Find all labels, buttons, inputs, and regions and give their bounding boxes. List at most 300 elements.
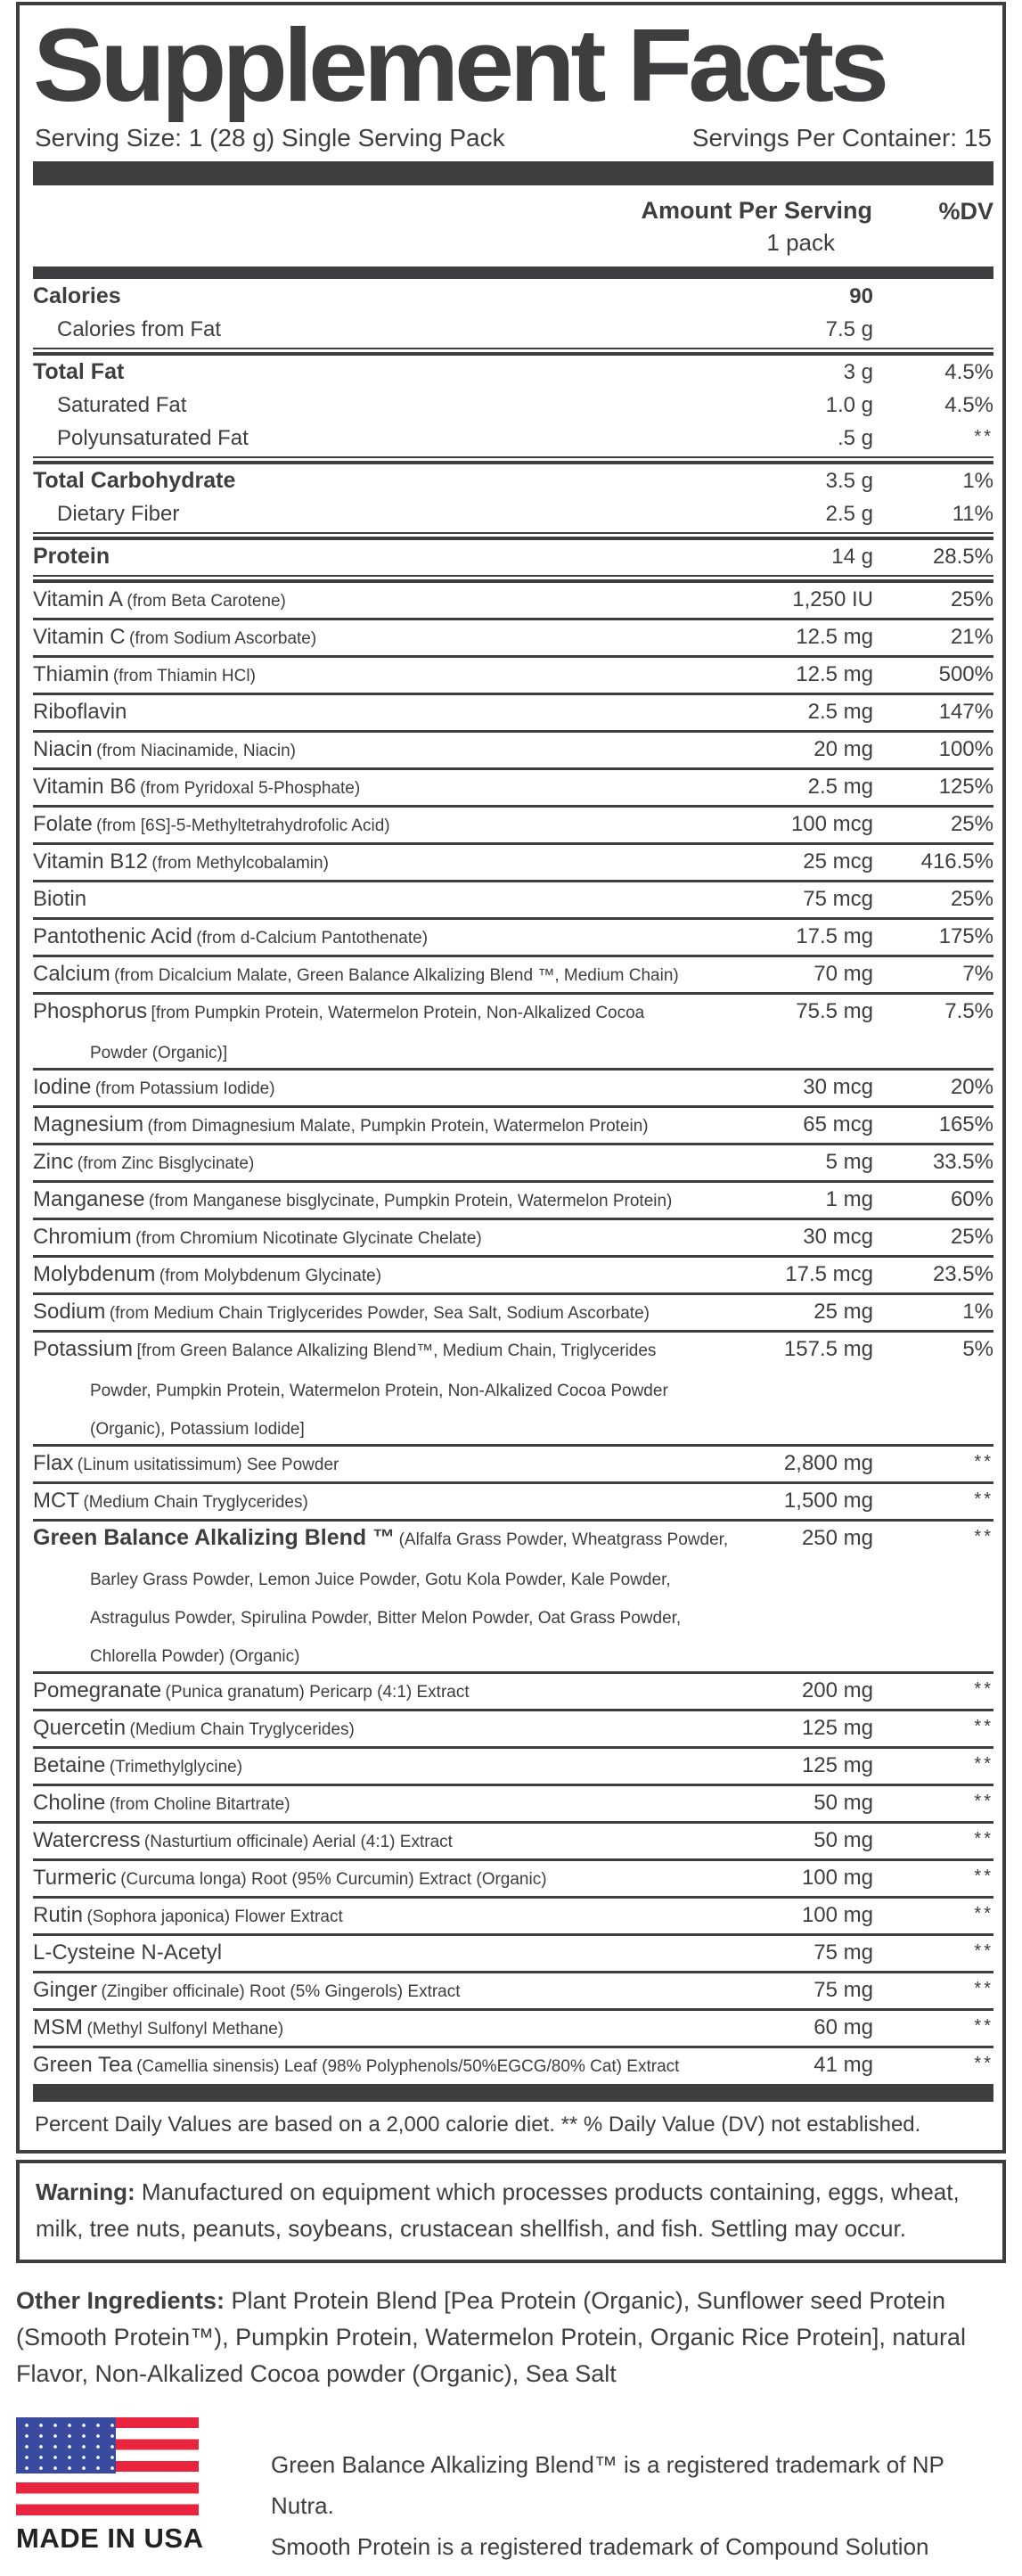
nutrient-dv: 25%: [950, 1225, 993, 1249]
nutrient-row: [33, 498, 993, 531]
nutrient-name: Pomegranate: [33, 1678, 162, 1702]
supplement-facts-panel: [16, 2, 1006, 2154]
servings-per-container: Servings Per Container: 15: [691, 123, 992, 152]
nutrient-row: [33, 1448, 993, 1481]
nutrient-note-continued: Chlorella Powder) (Organic): [90, 1647, 300, 1666]
separator-rule: [33, 1143, 993, 1145]
nutrient-amount: 1,250 IU: [792, 587, 873, 611]
divider-bar-top: [33, 161, 993, 185]
nutrient-row: [33, 771, 993, 804]
nutrient-name-cell: [33, 316, 740, 345]
nutrient-dv: **: [974, 1941, 993, 1961]
nutrient-name-cell: [33, 1299, 740, 1327]
nutrient-name: Vitamin C: [33, 625, 126, 649]
nutrient-row: [33, 541, 993, 574]
separator-rule: [33, 456, 993, 464]
nutrient-dv: 416.5%: [920, 849, 993, 874]
nutrient-source-note: (from d-Calcium Pantothenate): [196, 929, 429, 948]
nutrient-row: [33, 734, 993, 767]
nutrient-source-note: (Sophora japonica) Flower Extract: [86, 1907, 343, 1926]
nutrient-name-cell: [33, 1752, 740, 1781]
nutrient-name-cell: [33, 544, 740, 572]
nutrient-name-cell: [33, 1977, 740, 2006]
nutrient-name-cell: [33, 1074, 740, 1103]
nutrient-row: [33, 1974, 993, 2007]
nutrient-source-note: (from Molybdenum Glycinate): [159, 1267, 382, 1285]
nutrient-name-cell: [33, 1715, 740, 1743]
nutrient-dv: **: [974, 1979, 993, 1998]
nutrient-amount: 75 mg: [814, 1978, 873, 2002]
nutrient-name: L-Cysteine N-Acetyl: [33, 1940, 223, 1965]
nutrient-row: [33, 1485, 993, 1518]
nutrient-source-note: (Alfalfa Grass Powder, Wheatgrass Powder,: [398, 1530, 729, 1549]
nutrient-amount: 1 mg: [825, 1187, 873, 1211]
nutrient-row: [33, 1146, 993, 1179]
nutrient-row: [33, 1221, 993, 1254]
separator-rule: [33, 917, 993, 920]
nutrient-dv: 100%: [938, 737, 993, 761]
nutrient-note-continued: Astragulus Powder, Spirulina Powder, Bitter Melon Powder, Oat Grass Powder,: [90, 1609, 682, 1628]
nutrient-amount: 2.5 g: [825, 502, 873, 526]
nutrient-name: Potassium: [33, 1337, 134, 1361]
nutrient-name-cell: [33, 736, 740, 765]
nutrient-amount: 25 mg: [814, 1300, 873, 1324]
flag-canton-stars: [16, 2417, 116, 2473]
nutrient-source-note: (from Potassium Iodide): [94, 1079, 275, 1098]
nutrient-source-note: (Linum usitatissimum) See Powder: [77, 1456, 339, 1474]
nutrient-name: Saturated Fat: [57, 393, 187, 417]
nutrient-row: [33, 1184, 993, 1217]
nutrient-amount: 3.5 g: [825, 469, 873, 493]
other-ingredients-label: Other Ingredients:: [16, 2287, 225, 2314]
nutrient-dv: **: [974, 1754, 993, 1774]
nutrient-name-cell: [33, 886, 740, 915]
nutrient-row: [33, 1109, 993, 1142]
separator-rule: [33, 880, 993, 882]
nutrient-dv: 5%: [962, 1337, 993, 1361]
nutrient-name: Choline: [33, 1791, 106, 1815]
nutrient-name: Betaine: [33, 1753, 106, 1777]
nutrient-name-cell: [33, 1525, 740, 1669]
nutrient-row: [33, 846, 993, 879]
nutrient-amount: 65 mcg: [803, 1112, 873, 1136]
nutrient-dv: 21%: [950, 625, 993, 649]
nutrient-dv: **: [974, 1679, 993, 1699]
nutrient-amount: 25 mcg: [803, 849, 873, 874]
nutrient-name-cell: [33, 1450, 740, 1479]
nutrient-name-cell: [33, 2052, 740, 2080]
made-in-usa-block: [16, 2417, 221, 2555]
trademark-line: Smooth Protein is a registered trademark of Compound Solution: [271, 2533, 929, 2560]
separator-rule: [33, 1068, 993, 1071]
nutrient-row: [33, 465, 993, 498]
nutrient-amount: 7.5 g: [825, 317, 873, 341]
nutrient-source-note: (Punica granatum) Pericarp (4:1) Extract: [165, 1683, 470, 1702]
nutrient-row: [33, 1787, 993, 1820]
separator-rule: [33, 1218, 993, 1220]
nutrient-name-cell: [33, 998, 740, 1065]
nutrient-name: Sodium: [33, 1300, 106, 1324]
nutrient-amount: 90: [849, 284, 873, 308]
warning-text: Manufactured on equipment which processes products containing, eggs, wheat, milk, tree nuts, peanuts, soybeans, crustacean shellfish, and fish. Settling may occur.: [36, 2178, 960, 2242]
nutrient-row: [33, 808, 993, 841]
nutrient-amount: 30 mcg: [803, 1075, 873, 1099]
separator-rule: [33, 1330, 993, 1333]
footer-area: [16, 2417, 1006, 2576]
nutrient-row: [33, 390, 993, 422]
nutrient-dv: 33.5%: [932, 1150, 993, 1174]
separator-rule: [33, 1746, 993, 1749]
nutrient-name: Thiamin: [33, 662, 110, 686]
pack-size-label: 1 pack: [766, 229, 835, 257]
nutrient-amount: 12.5 mg: [796, 625, 873, 649]
nutrient-amount: 157.5 mg: [783, 1337, 873, 1361]
nutrient-name: Watercress: [33, 1828, 141, 1852]
nutrient-row: [33, 1296, 993, 1329]
nutrient-source-note: (from Zinc Bisglycinate): [77, 1154, 255, 1173]
nutrient-source-note: (from Chromium Nicotinate Glycinate Chelate): [135, 1229, 482, 1248]
nutrient-dv: **: [974, 427, 993, 447]
nutrient-dv: 125%: [938, 775, 993, 799]
nutrient-source-note: (Camellia sinensis) Leaf (98% Polyphenols/50%EGCG/80% Cat) Extract: [136, 2057, 680, 2076]
nutrient-source-note: (Medium Chain Tryglycerides): [129, 1720, 355, 1739]
nutrient-dv: 25%: [950, 587, 993, 611]
nutrient-dv: 7%: [962, 962, 993, 986]
nutrient-name-cell: [33, 425, 740, 454]
nutrient-source-note: (from Pyridoxal 5-Phosphate): [140, 779, 361, 798]
nutrient-name-cell: [33, 1112, 740, 1140]
nutrient-row: [33, 696, 993, 729]
nutrient-source-note: (from [6S]-5-Methyltetrahydrofolic Acid): [96, 816, 390, 835]
nutrient-note-continued: (Organic), Potassium Iodide]: [90, 1420, 305, 1439]
nutrient-name-cell: [33, 1224, 740, 1252]
nutrient-dv: **: [974, 1792, 993, 1811]
nutrient-name-cell: [33, 1488, 740, 1516]
nutrient-row: [33, 1259, 993, 1292]
serving-size: Serving Size: 1 (28 g) Single Serving Pack: [35, 123, 505, 152]
separator-rule: [33, 575, 993, 583]
other-ingredients: [16, 2283, 1004, 2392]
nutrient-amount: .5 g: [837, 426, 873, 450]
nutrient-row: [33, 1899, 993, 1932]
nutrient-note-continued: Barley Grass Powder, Lemon Juice Powder, Gotu Kola Powder, Kale Powder,: [90, 1571, 671, 1589]
separator-rule: [33, 1671, 993, 1674]
nutrient-source-note: (Trimethylglycine): [109, 1758, 243, 1776]
separator-rule: [33, 2046, 993, 2048]
nutrient-source-note: (Zingiber officinale) Root (5% Gingerols) Extract: [101, 1982, 461, 2001]
nutrient-source-note: (from Niacinamide, Niacin): [96, 742, 296, 760]
nutrient-row: [33, 996, 993, 1067]
nutrient-name: Green Balance Alkalizing Blend ™: [33, 1525, 396, 1550]
nutrient-name: Rutin: [33, 1903, 84, 1927]
nutrient-name: Protein: [33, 544, 110, 569]
nutrient-amount: 2.5 mg: [807, 775, 873, 799]
nutrient-name: Riboflavin: [33, 700, 127, 724]
nutrient-dv: **: [974, 1904, 993, 1924]
nutrient-name: Quercetin: [33, 1716, 127, 1740]
nutrient-row: [33, 1071, 993, 1104]
nutrient-name: Calories from Fat: [57, 317, 222, 341]
nutrient-source-note: (Methyl Sulfonyl Methane): [86, 2020, 284, 2039]
nutrient-table: [33, 279, 993, 2082]
nutrient-name: Biotin: [33, 887, 87, 911]
nutrient-source-note: [from Green Balance Alkalizing Blend™, Medium Chain, Triglycerides: [136, 1341, 657, 1360]
nutrient-name: Zinc: [33, 1150, 74, 1174]
nutrient-dv: **: [974, 2016, 993, 2036]
nutrient-note-continued: Powder, Pumpkin Protein, Watermelon Protein, Non-Alkalized Cocoa Powder: [90, 1382, 668, 1400]
nutrient-row: [33, 584, 993, 617]
divider-bar-bottom: [33, 2084, 993, 2102]
nutrient-name-cell: [33, 1827, 740, 1856]
amount-column-header: [641, 198, 895, 256]
nutrient-name-cell: [33, 699, 740, 727]
serving-info: [33, 122, 993, 161]
nutrient-name: Calories: [33, 283, 121, 308]
nutrient-name: Polyunsaturated Fat: [57, 426, 249, 450]
nutrient-name-cell: [33, 961, 740, 989]
separator-rule: [33, 1105, 993, 1108]
nutrient-amount: 70 mg: [814, 962, 873, 986]
separator-rule: [33, 767, 993, 770]
nutrient-row: [33, 1862, 993, 1895]
nutrient-name-cell: [33, 624, 740, 652]
nutrient-name-cell: [33, 501, 740, 529]
separator-rule: [33, 955, 993, 957]
nutrient-row: [33, 883, 993, 916]
nutrient-name-cell: [33, 359, 740, 388]
separator-rule: [33, 693, 993, 695]
nutrient-amount: 60 mg: [814, 2015, 873, 2039]
nutrient-amount: 75 mg: [814, 1940, 873, 1965]
nutrient-row: [33, 1937, 993, 1970]
nutrient-row: [33, 422, 993, 455]
nutrient-source-note: (from Manganese bisglycinate, Pumpkin Protein, Watermelon Protein): [148, 1192, 673, 1210]
nutrient-name: Total Carbohydrate: [33, 468, 236, 493]
nutrient-amount: 17.5 mg: [796, 924, 873, 948]
nutrient-name-cell: [33, 774, 740, 802]
nutrient-row: [33, 357, 993, 390]
nutrient-source-note: (from Sodium Ascorbate): [129, 629, 317, 648]
nutrient-name-cell: [33, 1902, 740, 1931]
nutrient-name: Vitamin A: [33, 587, 123, 611]
nutrient-amount: 250 mg: [801, 1526, 873, 1550]
separator-rule: [33, 655, 993, 658]
nutrient-name-cell: [33, 1336, 740, 1441]
nutrient-row: [33, 921, 993, 954]
nutrient-dv: **: [974, 1452, 993, 1472]
nutrient-dv: 20%: [950, 1075, 993, 1099]
divider-bar-header: [33, 267, 993, 279]
nutrient-source-note: (from Choline Bitartrate): [109, 1795, 290, 1814]
nutrient-name: Turmeric: [33, 1866, 117, 1890]
nutrient-name-cell: [33, 1865, 740, 1893]
nutrient-dv: 25%: [950, 887, 993, 911]
nutrient-amount: 125 mg: [801, 1753, 873, 1777]
nutrient-dv: 23.5%: [932, 1262, 993, 1286]
nutrient-name-cell: [33, 2014, 740, 2043]
nutrient-source-note: (Curcuma longa) Root (95% Curcumin) Extract (Organic): [120, 1870, 547, 1889]
separator-rule: [33, 1896, 993, 1899]
separator-rule: [33, 842, 993, 845]
nutrient-amount: 200 mg: [801, 1678, 873, 1702]
nutrient-row: [33, 1522, 993, 1670]
separator-rule: [33, 618, 993, 620]
separator-rule: [33, 1444, 993, 1447]
nutrient-row: [33, 1675, 993, 1708]
nutrient-name-cell: [33, 923, 740, 952]
nutrient-name: MSM: [33, 2015, 83, 2039]
nutrient-dv: 28.5%: [932, 545, 993, 569]
nutrient-amount: 75 mcg: [803, 887, 873, 911]
trademark-notices: [271, 2417, 1006, 2567]
separator-rule: [33, 2008, 993, 2011]
nutrient-name: Dietary Fiber: [57, 502, 180, 526]
nutrient-amount: 100 mg: [801, 1903, 873, 1927]
nutrient-source-note: (from Methylcobalamin): [151, 854, 329, 873]
nutrient-dv: 1%: [962, 1300, 993, 1324]
nutrient-name-cell: [33, 1678, 740, 1706]
separator-rule: [33, 805, 993, 808]
nutrient-row: [33, 1712, 993, 1745]
nutrient-amount: 1.0 g: [825, 393, 873, 417]
nutrient-dv: **: [974, 2054, 993, 2073]
nutrient-name-cell: [33, 392, 740, 421]
nutrient-name: Molybdenum: [33, 1262, 156, 1286]
nutrient-source-note: (Medium Chain Tryglycerides): [83, 1493, 308, 1512]
amount-per-serving-label: Amount Per Serving: [641, 196, 872, 224]
nutrient-dv: 25%: [950, 812, 993, 836]
nutrient-row: [33, 659, 993, 692]
nutrient-name: Folate: [33, 812, 93, 836]
nutrient-name-cell: [33, 1261, 740, 1290]
nutrient-name-cell: [33, 849, 740, 877]
nutrient-amount: 5 mg: [825, 1150, 873, 1174]
nutrient-dv: 7.5%: [944, 999, 993, 1023]
nutrient-source-note: [from Pumpkin Protein, Watermelon Protein, Non-Alkalized Cocoa: [151, 1004, 645, 1022]
nutrient-row: [33, 281, 993, 314]
nutrient-source-note: (from Thiamin HCl): [112, 667, 256, 685]
nutrient-dv: 500%: [938, 662, 993, 686]
separator-rule: [33, 1858, 993, 1861]
nutrient-dv: 4.5%: [944, 393, 993, 417]
nutrient-amount: 2,800 mg: [783, 1451, 873, 1475]
separator-rule: [33, 1971, 993, 1973]
nutrient-row: [33, 1825, 993, 1858]
nutrient-dv: **: [974, 1829, 993, 1849]
separator-rule: [33, 1519, 993, 1522]
nutrient-name: Manganese: [33, 1187, 145, 1211]
nutrient-name: Vitamin B12: [33, 849, 148, 874]
nutrient-amount: 3 g: [843, 360, 873, 384]
nutrient-dv: **: [974, 1489, 993, 1509]
nutrient-name: Green Tea: [33, 2053, 133, 2077]
nutrient-source-note: (from Beta Carotene): [127, 592, 286, 611]
allergen-warning-box: [16, 2160, 1006, 2263]
separator-rule: [33, 1292, 993, 1295]
usa-flag-icon: [16, 2417, 199, 2515]
separator-rule: [33, 1821, 993, 1824]
nutrient-dv: 1%: [962, 469, 993, 493]
separator-rule: [33, 992, 993, 995]
nutrient-row: [33, 1750, 993, 1783]
nutrient-name-cell: [33, 1790, 740, 1818]
separator-rule: [33, 532, 993, 540]
nutrient-dv: 147%: [938, 700, 993, 724]
nutrient-amount: 20 mg: [814, 737, 873, 761]
nutrient-amount: 12.5 mg: [796, 662, 873, 686]
nutrient-name: Chromium: [33, 1225, 132, 1249]
made-in-usa-label: MADE IN USA: [16, 2523, 204, 2554]
nutrient-note-continued: Powder (Organic)]: [90, 1044, 228, 1062]
nutrient-dv: 4.5%: [944, 360, 993, 384]
nutrient-name: Phosphorus: [33, 999, 148, 1023]
separator-rule: [33, 1180, 993, 1183]
separator-rule: [33, 1481, 993, 1484]
nutrient-name: Total Fat: [33, 359, 125, 384]
nutrient-name: Magnesium: [33, 1112, 144, 1136]
nutrient-amount: 1,500 mg: [783, 1489, 873, 1513]
dv-footnote: Percent Daily Values are based on a 2,000 calorie diet. ** % Daily Value (DV) not established.: [35, 2112, 921, 2137]
separator-rule: [33, 1709, 993, 1711]
separator-rule: [33, 348, 993, 356]
dv-column-header: %DV: [938, 197, 993, 225]
nutrient-row: [33, 958, 993, 991]
nutrient-amount: 125 mg: [801, 1716, 873, 1740]
nutrient-name: Ginger: [33, 1978, 98, 2002]
separator-rule: [33, 730, 993, 733]
nutrient-dv: 165%: [938, 1112, 993, 1136]
nutrient-name-cell: [33, 468, 740, 496]
nutrient-name-cell: [33, 283, 740, 312]
nutrient-name: Niacin: [33, 737, 93, 761]
separator-rule: [33, 1933, 993, 1936]
nutrient-source-note: (from Dimagnesium Malate, Pumpkin Protein, Watermelon Protein): [147, 1117, 649, 1136]
nutrient-row: [33, 2049, 993, 2082]
nutrient-amount: 17.5 mcg: [785, 1262, 873, 1286]
nutrient-name: Flax: [33, 1451, 74, 1475]
column-headers: [33, 185, 993, 263]
warning-label: Warning:: [36, 2178, 135, 2205]
nutrient-amount: 50 mg: [814, 1791, 873, 1815]
nutrient-amount: 30 mcg: [803, 1225, 873, 1249]
nutrient-name-cell: [33, 587, 740, 615]
nutrient-dv: **: [974, 1866, 993, 1886]
trademark-line: Green Balance Alkalizing Blend™ is a registered trademark of NP Nutra.: [271, 2451, 944, 2519]
nutrient-row: [33, 2012, 993, 2045]
nutrient-row: [33, 314, 993, 347]
nutrient-dv: 60%: [950, 1187, 993, 1211]
nutrient-amount: 75.5 mg: [796, 999, 873, 1023]
nutrient-name-cell: [33, 1940, 740, 1968]
nutrient-name: Iodine: [33, 1075, 92, 1099]
nutrient-name-cell: [33, 811, 740, 840]
separator-rule: [33, 1255, 993, 1258]
nutrient-name: Pantothenic Acid: [33, 924, 192, 948]
nutrient-source-note: (Nasturtium officinale) Aerial (4:1) Extract: [143, 1833, 453, 1851]
nutrient-dv: 11%: [952, 502, 993, 526]
nutrient-name-cell: [33, 1186, 740, 1215]
nutrient-row: [33, 621, 993, 654]
nutrient-name-cell: [33, 1149, 740, 1177]
nutrient-source-note: (from Medium Chain Triglycerides Powder, Sea Salt, Sodium Ascorbate): [109, 1304, 650, 1323]
nutrient-amount: 100 mcg: [790, 812, 873, 836]
nutrient-name: MCT: [33, 1489, 79, 1513]
nutrient-name-cell: [33, 661, 740, 690]
nutrient-amount: 50 mg: [814, 1828, 873, 1852]
nutrient-dv: **: [974, 1717, 993, 1736]
separator-rule: [33, 1784, 993, 1786]
other-ingredients-text: Plant Protein Blend [Pea Protein (Organic), Sunflower seed Protein (Smooth Protein™), Pumpkin Protein, Watermelon Protein, Organic Rice Protein], natural Flavor, Non-Alkalized Cocoa powder (Organic), Sea Salt: [16, 2287, 966, 2387]
